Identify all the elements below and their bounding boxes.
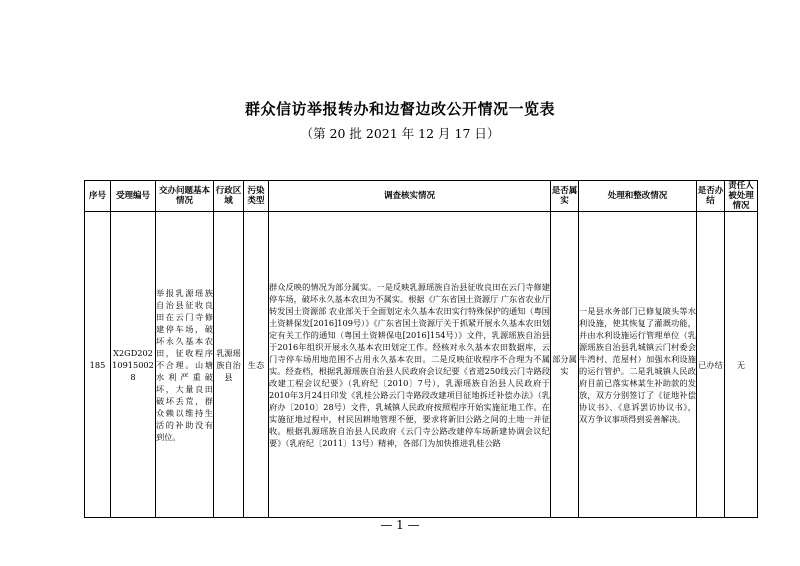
cell-basic: 举报乳源瑶族自治县征收良田在云门寺修建停车场，破坏永久基本农田，征收程序不合理。山塘水利严重破坏，大量良田破坏丢荒，群众赖以维持生活的补助没有到位。 bbox=[156, 212, 214, 518]
header-seq: 序号 bbox=[85, 181, 111, 212]
cell-is-done: 已办结 bbox=[697, 212, 725, 518]
cell-seq: 185 bbox=[85, 212, 111, 518]
header-accountability: 责任人被处理情况 bbox=[725, 181, 758, 212]
document-title: 群众信访举报转办和边督边改公开情况一览表 bbox=[244, 100, 555, 118]
header-is-true: 是否属实 bbox=[551, 181, 579, 212]
cell-is-true: 部分属实 bbox=[551, 212, 579, 518]
cell-handling: 一是县水务部门已修复陂头等水利设施，使其恢复了灌溉功能，并由水利设施运行管理单位（乳源瑶族自治县乳城镇云门村委会牛湾村、范屋村）加强水利设施的运行管护。二是乳城镇人民政府目前已落实林某生补助款的发放，双方分别签订了《征地补偿协议书》、《息诉罢访协议书》，双方争议事项得到妥善解决。 bbox=[579, 212, 697, 518]
cell-code: X2GD202109150028 bbox=[111, 212, 156, 518]
cell-accountability: 无 bbox=[725, 212, 758, 518]
table-header-row bbox=[85, 181, 758, 212]
table-row bbox=[85, 212, 758, 518]
header-code: 受理编号 bbox=[111, 181, 156, 212]
disclosure-table bbox=[84, 180, 758, 518]
cell-investigation: 群众反映的情况为部分属实。一是反映乳源瑶族自治县征收良田在云门寺修建停车场，破坏永久基本农田为不属实。根据《广东省国土资源厅 广东省农业厅转发国土资源部 农业部关于全面划定永久基本农田实行特殊保护的通知（粤国土资耕保发[2016]109号）》《广东省国土资源厅关于抓紧开展永久基本农田划定有关工作的通知（粤国土资耕保电[2016]154号）》文件，乳源瑶族自治县于2016年组织开展永久基本农田划定工作。经核对永久基本农田数据库，云门寺停车场用地范围不占用永久基本农田。二是反映征收程序不合理为不属实。经查档，根据乳源瑶族自治县人民政府会议纪要《省道250线云门寺路段改建工程会议纪要》（乳府纪〔2010〕7号），乳源瑶族自治县人民政府于2010年3月24日印发《乳桂公路云门寺路段改建项目征地拆迁补偿办法》（乳府办〔2010〕28号）文件，乳城镇人民政府按照程序开始实施征地工作。在实施征地过程中，村民因耕地管理不便，要求将新旧公路之间的土地一并征收。根据乳源瑶族自治县人民政府《云门寺公路改建停车场新建协调会议纪要》（乳府纪〔2011〕13号）精神，各部门为加快推进乳桂公路 bbox=[269, 212, 551, 518]
document-subtitle: （第 20 批 2021 年 12 月 17 日） bbox=[300, 126, 500, 141]
cell-area: 乳源瑶族自治县 bbox=[214, 212, 244, 518]
cell-type: 生态 bbox=[244, 212, 269, 518]
header-is-done: 是否办结 bbox=[697, 181, 725, 212]
header-type: 污染类型 bbox=[244, 181, 269, 212]
header-investigation: 调查核实情况 bbox=[269, 181, 551, 212]
header-area: 行政区域 bbox=[214, 181, 244, 212]
header-basic: 交办问题基本情况 bbox=[156, 181, 214, 212]
header-handling: 处理和整改情况 bbox=[579, 181, 697, 212]
page-number: — 1 — bbox=[380, 518, 420, 532]
